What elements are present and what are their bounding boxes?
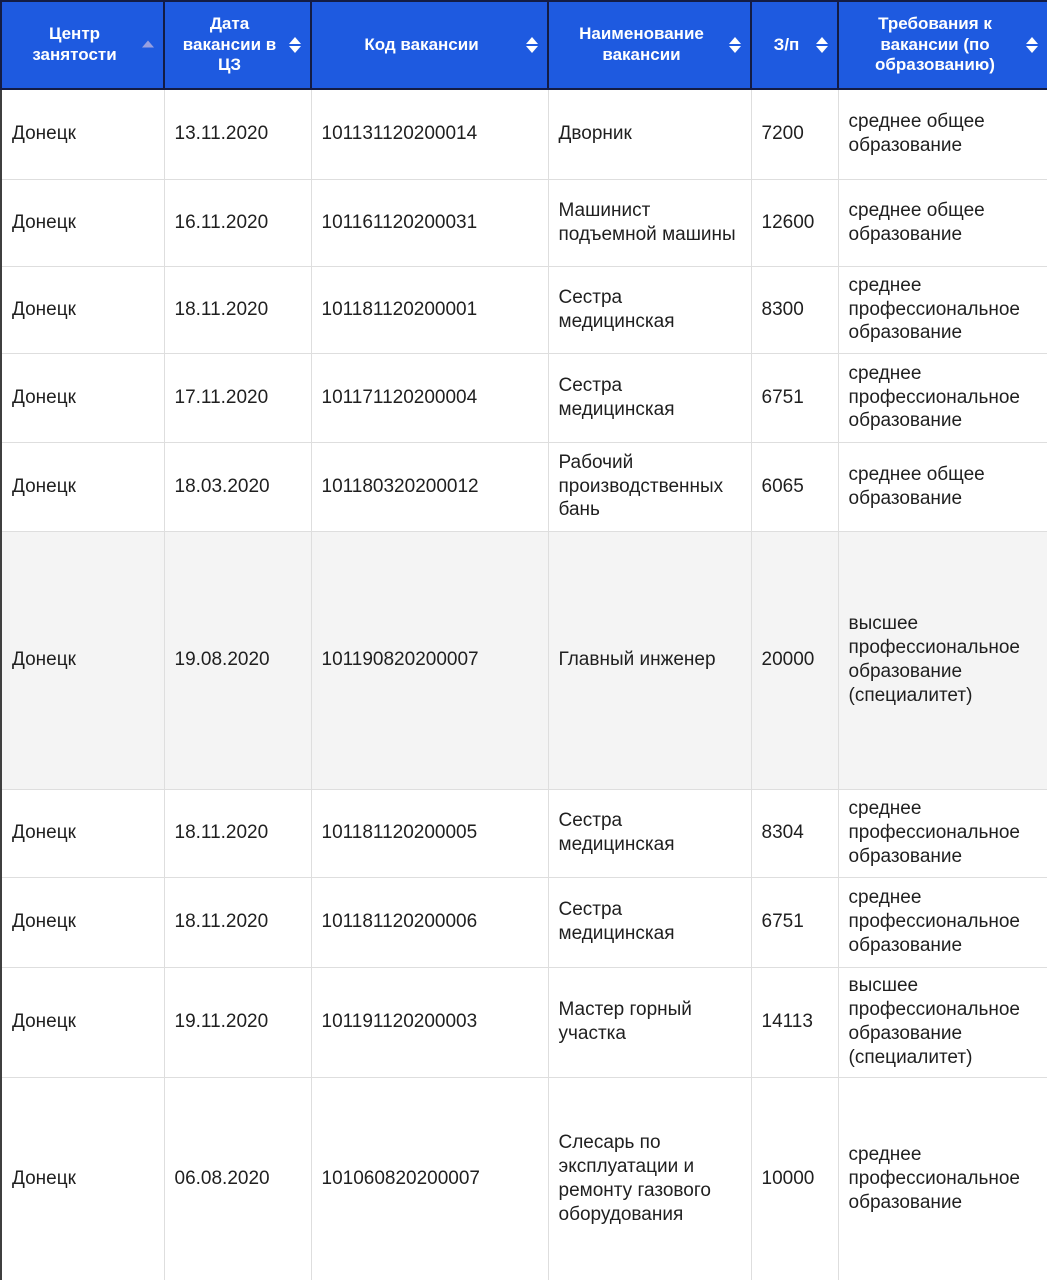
column-header-label: Код вакансии	[364, 34, 479, 54]
table-row	[1, 967, 1047, 1077]
cell-employment-center: Донецк	[1, 1077, 164, 1280]
cell-vacancy-name: Дворник	[548, 89, 751, 179]
cell-vacancy-date: 19.11.2020	[164, 967, 311, 1077]
cell-vacancy-date: 17.11.2020	[164, 353, 311, 442]
cell-salary: 8300	[751, 266, 838, 353]
cell-salary: 14113	[751, 967, 838, 1077]
table-row	[1, 266, 1047, 353]
cell-salary: 12600	[751, 179, 838, 266]
cell-vacancy-code: 101180320200012	[311, 442, 548, 531]
cell-vacancy-date: 13.11.2020	[164, 89, 311, 179]
column-header-label: З/п	[773, 34, 800, 54]
column-header-label: Наименование вакансии	[579, 24, 704, 64]
column-header-education[interactable]	[838, 1, 1047, 89]
column-header-label: Центр занятости	[32, 24, 117, 64]
cell-education-requirement: среднее профессиональное образование	[838, 266, 1047, 353]
sort-arrows-icon	[1026, 37, 1038, 53]
sort-arrows-icon	[289, 37, 301, 53]
cell-vacancy-code: 101131120200014	[311, 89, 548, 179]
cell-education-requirement: среднее общее образование	[838, 89, 1047, 179]
cell-salary: 8304	[751, 789, 838, 877]
cell-vacancy-code: 101190820200007	[311, 531, 548, 789]
cell-vacancy-code: 101060820200007	[311, 1077, 548, 1280]
cell-vacancy-date: 18.11.2020	[164, 877, 311, 967]
cell-vacancy-name: Сестра медицинская	[548, 789, 751, 877]
table-row	[1, 789, 1047, 877]
cell-vacancy-date: 19.08.2020	[164, 531, 311, 789]
cell-vacancy-name: Слесарь по эксплуатации и ремонту газового оборудования	[548, 1077, 751, 1280]
column-header-label: Дата вакансии в ЦЗ	[182, 13, 277, 75]
table-row	[1, 531, 1047, 789]
cell-education-requirement: среднее профессиональное образование	[838, 1077, 1047, 1280]
cell-salary: 10000	[751, 1077, 838, 1280]
cell-vacancy-date: 16.11.2020	[164, 179, 311, 266]
cell-education-requirement: среднее профессиональное образование	[838, 877, 1047, 967]
cell-employment-center: Донецк	[1, 967, 164, 1077]
cell-vacancy-code: 101171120200004	[311, 353, 548, 442]
cell-education-requirement: среднее общее образование	[838, 442, 1047, 531]
cell-education-requirement: среднее профессиональное образование	[838, 353, 1047, 442]
column-header-code[interactable]	[311, 1, 548, 89]
cell-vacancy-code: 101181120200001	[311, 266, 548, 353]
cell-vacancy-name: Сестра медицинская	[548, 877, 751, 967]
column-header-center[interactable]	[1, 1, 164, 89]
cell-employment-center: Донецк	[1, 179, 164, 266]
cell-salary: 6751	[751, 353, 838, 442]
cell-vacancy-date: 18.11.2020	[164, 789, 311, 877]
cell-vacancy-code: 101161120200031	[311, 179, 548, 266]
cell-vacancy-code: 101181120200006	[311, 877, 548, 967]
table-row	[1, 442, 1047, 531]
column-header-name[interactable]	[548, 1, 751, 89]
cell-employment-center: Донецк	[1, 531, 164, 789]
column-header-label: Требования к вакансии (по образованию)	[875, 13, 995, 75]
column-header-salary[interactable]	[751, 1, 838, 89]
cell-employment-center: Донецк	[1, 789, 164, 877]
cell-vacancy-name: Сестра медицинская	[548, 353, 751, 442]
sort-arrows-icon	[816, 37, 828, 53]
sort-arrows-icon	[526, 37, 538, 53]
cell-education-requirement: среднее профессиональное образование	[838, 789, 1047, 877]
cell-employment-center: Донецк	[1, 89, 164, 179]
table-row	[1, 353, 1047, 442]
cell-vacancy-date: 18.11.2020	[164, 266, 311, 353]
cell-vacancy-name: Главный инженер	[548, 531, 751, 789]
column-header-date[interactable]	[164, 1, 311, 89]
cell-employment-center: Донецк	[1, 353, 164, 442]
header-row	[1, 1, 1047, 89]
table-row	[1, 179, 1047, 266]
table-row	[1, 1077, 1047, 1280]
cell-vacancy-date: 06.08.2020	[164, 1077, 311, 1280]
cell-vacancy-code: 101191120200003	[311, 967, 548, 1077]
table-row	[1, 877, 1047, 967]
cell-vacancy-code: 101181120200005	[311, 789, 548, 877]
sort-arrow-up-icon	[142, 41, 154, 50]
cell-vacancy-name: Машинист подъемной машины	[548, 179, 751, 266]
cell-education-requirement: среднее общее образование	[838, 179, 1047, 266]
cell-employment-center: Донецк	[1, 442, 164, 531]
cell-employment-center: Донецк	[1, 877, 164, 967]
cell-vacancy-name: Рабочий производственных бань	[548, 442, 751, 531]
cell-vacancy-name: Мастер горный участка	[548, 967, 751, 1077]
sort-arrows-icon	[729, 37, 741, 53]
cell-vacancy-date: 18.03.2020	[164, 442, 311, 531]
cell-education-requirement: высшее профессиональное образование (специалитет)	[838, 967, 1047, 1077]
table-row	[1, 89, 1047, 179]
cell-salary: 6065	[751, 442, 838, 531]
cell-education-requirement: высшее профессиональное образование (специалитет)	[838, 531, 1047, 789]
cell-salary: 20000	[751, 531, 838, 789]
cell-employment-center: Донецк	[1, 266, 164, 353]
cell-salary: 6751	[751, 877, 838, 967]
table-body	[1, 89, 1047, 1280]
cell-salary: 7200	[751, 89, 838, 179]
cell-vacancy-name: Сестра медицинская	[548, 266, 751, 353]
